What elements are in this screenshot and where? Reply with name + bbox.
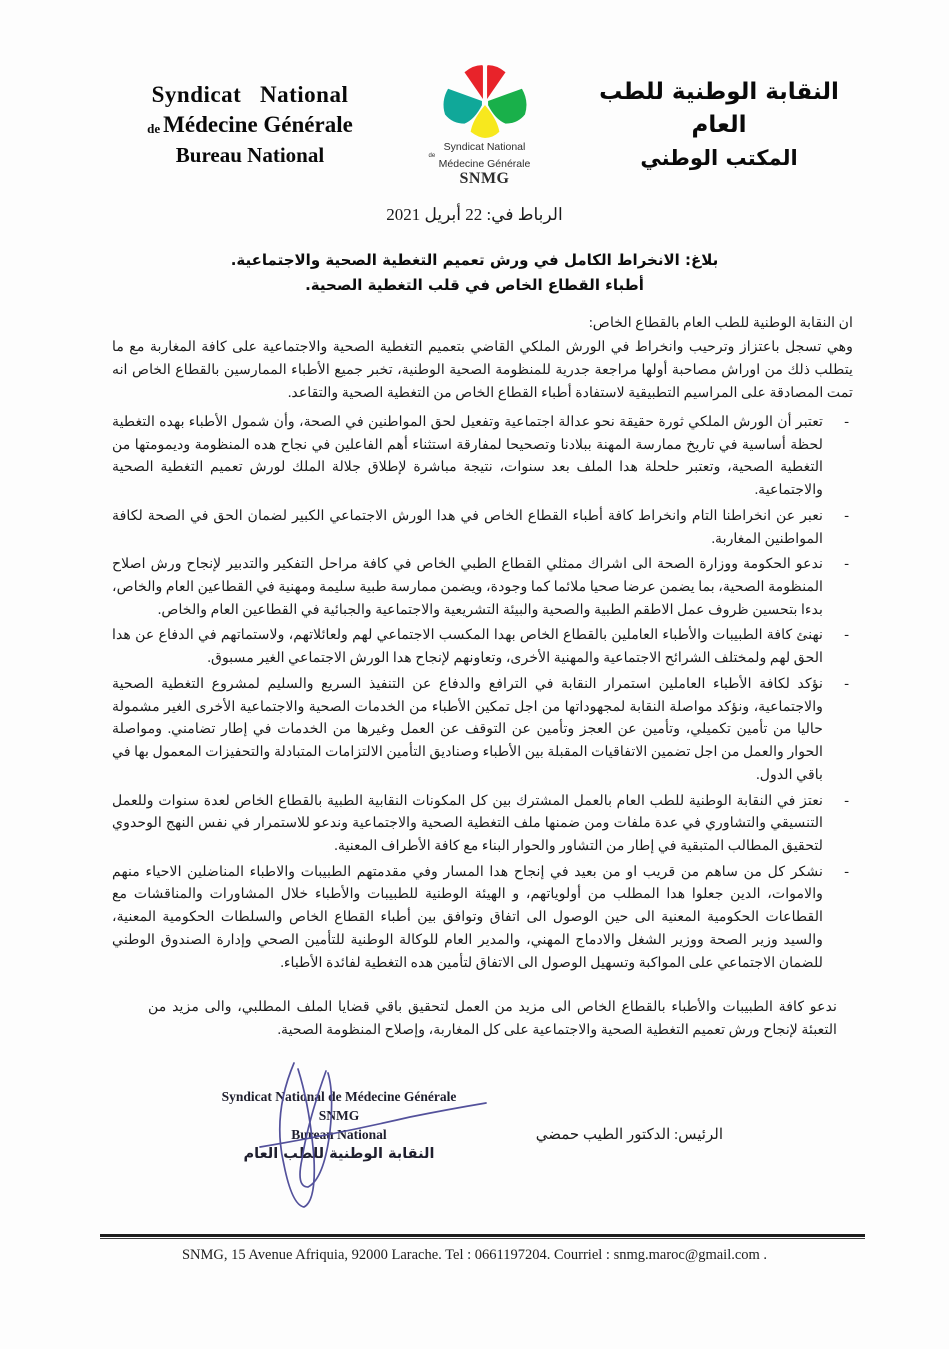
header-fr-line1: Syndicat National xyxy=(151,82,349,107)
logo-caption-line2 xyxy=(415,153,555,170)
logo-caption xyxy=(415,142,555,188)
logo-caption-line2-main: Médecine Générale xyxy=(438,158,531,171)
logo-caption-de: de xyxy=(428,153,436,160)
logo-caption-line1: Syndicat National xyxy=(443,141,526,153)
list-item: - نشكر كل من ساهم من قريب او من بعيد في إنجاح هدا المسار وفي مقدمتهم الطبيبات والاطباء المناضلين الاحياء منهم والاموات، الدين جعلوا هدا المطلب من أولوياتهم، و الهيئة الوطنية للطبيبات والأطباء خلال المشاورات والمناقشات مع القطاعات الحكومية المعنية الى حين الوصول الى اتفاق وتوافق بين أطباء القطاع الخاص والسلطات الحكومية المعنية، والسيد وزير الصحة ووزير الشغل والادماج المهني، والمدير العام للوكالة الوطنية للتأمين الصحي وإدارة الصندوق الوطني للضمان الاجتماعي على المواكبة وتسهيل الوصول الى الاتفاق لتأمين هده التغطية لفائدة الأطباء. xyxy=(112,861,831,975)
intro-line: ان النقابة الوطنية للطب العام بالقطاع الخاص: xyxy=(588,315,853,331)
document-title xyxy=(120,248,829,298)
date-line: الرباط في: 22 أبريل 2021 xyxy=(386,205,563,224)
flower-logo-icon xyxy=(433,60,537,140)
document-header xyxy=(100,58,869,188)
header-arabic-title xyxy=(569,58,869,173)
bullet-list xyxy=(112,411,853,974)
list-item: - نعبر عن انخراطنا التام وانخراط كافة أطباء القطاع الخاص في هدا الورش الاجتماعي الكبير لضمان الحق في الصحة لكافة المواطنين المغاربة. xyxy=(112,505,831,550)
header-fr-de: de xyxy=(147,121,161,137)
snmg-logo xyxy=(415,58,555,188)
title-line-1: بلاغ: الانخراط الكامل في ورش تعميم التغطية الصحية والاجتماعية. xyxy=(230,251,719,269)
title-line-2: أطباء القطاع الخاص في قلب التغطية الصحية. xyxy=(305,275,644,294)
footer-divider xyxy=(100,1234,865,1239)
list-item: - ندعو الحكومة ووزارة الصحة الى اشراك ممثلي القطاع الطبي الخاص في كافة مراحل التفكير والتدبير لإنجاح ورش اصلاح المنظومة الصحية، بما يضمن عرضا صحيا ملائما كما وجودة، ويضمن ممارسة طبية سليمة ومهنية في القطاعين العام والخاص، بدءا بتحسين ظروف عمل الاطقم الطبية والصحية والبيئة التشريعية والاجتماعية والجبائية في القطاعين العام والخاص. xyxy=(112,553,831,621)
list-item: - تعتبر أن الورش الملكي ثورة حقيقة نحو عدالة اجتماعية وتفعيل لحق المواطنين في الصحة، وأن شمول الأطباء بهده التغطية لحظة أساسية في تاريخ ممارسة المهنة ببلادنا وتصحيحا لمفارقة استثناء أهم الفاعلين في نجاح هده المنظومة وديمومتها من التغطية الصحية، وتعتبر حلحلة هدا الملف بعد سنوات، نتيجة مباشرة لإطلاق جلالة الملك لورش تعميم التغطية الصحية والاجتماعية. xyxy=(112,411,831,502)
list-item: - نؤكد لكافة الأطباء العاملين استمرار النقابة في الترافع والدفاع عن التنفيذ السريع والسليم لمشروع التغطية الصحية والاجتماعية، ونؤكد مواصلة النقابة لمجهوداتها من اجل تمكين الأطباء من الخدمات الصحية والاجتماعية الأخرى الغير مشمولة حاليا من تأمين تكميلي، وتأمين عن العجز وتأمين عن التوقف عن العمل وغيرها من الخدمات في إطار تضامني. ومواصلة الحوار والعمل من اجل تضمين الاتفاقيات المقبلة بين الأطباء وصناديق التأمين الالتزامات المتبادلة والتحفيزات المعمول بها في باقي الدول. xyxy=(112,673,831,787)
header-ar-line2: المكتب الوطني xyxy=(640,145,798,170)
official-stamp xyxy=(184,1087,494,1165)
header-ar-line1: النقابة الوطنية للطب العام xyxy=(599,79,839,139)
header-fr-line3: Bureau National xyxy=(175,142,325,167)
header-french-title xyxy=(100,58,400,170)
footer-contact: SNMG, 15 Avenue Afriquia, 92000 Larache. Tel : 0661197204. Courriel : snmg.maroc@gmail.com . xyxy=(181,1247,768,1263)
stamp-line-2: SNMG xyxy=(318,1108,360,1124)
header-fr-line2 xyxy=(100,110,400,140)
closing-paragraph: ندعو كافة الطبيبات والأطباء بالقطاع الخاص الى مزيد من العمل لتحقيق باقي قضايا الملف المطلبي، والى مزيد من التعبئة لإنجاح ورش تعميم التغطية الصحية والاجتماعية على كل المغاربة، وإصلاح المنظومة الصحية. xyxy=(148,999,837,1039)
list-item: - نعتز في النقابة الوطنية للطب العام بالعمل المشترك بين كل المكونات النقابية الطبية بالقطاع الخاص لعدة سنوات وللعمل التنسيقي والتشاوري في عدة ملفات ومن ضمنها ملف التغطية الصحية والاجتماعية وندعو للاستمرار في نفس النهج الوحدوي لتحقيق المطالب المتبقية في إطار من التشاور والحوار البناء مع كافة الأطراف المعنية. xyxy=(112,790,831,858)
stamp-line-1: Syndicat National de Médecine Générale xyxy=(221,1089,457,1104)
stamp-line-3: Bureau National xyxy=(291,1127,387,1143)
header-fr-line2-main: Médecine Générale xyxy=(163,112,353,138)
stamp-line-4: النقابة الوطنية للطب العام xyxy=(243,1146,435,1163)
list-item: - نهنئ كافة الطبيبات والأطباء العاملين بالقطاع الخاص بهدا المكسب الاجتماعي لهم ولعائلاتهم، ولاستماتهم في الدفاع عن هدا الحق لهم ولمختلف الشرائح الاجتماعية والمهنية الأخرى، وتعاونهم لإنجاح هدا الورش الاجتماعي الغير مسبوق. xyxy=(112,624,831,669)
signature-zone xyxy=(112,1055,853,1225)
document-body xyxy=(112,312,853,1042)
intro-paragraph: وهي تسجل باعتزاز وترحيب وانخراط في الورش الملكي القاضي بتعميم التغطية الصحية والاجتماعية على كافة المغاربة مع ما يتطلب ذلك من اوراش مصاحبة أولها مراجعة جدرية للمنظومة الصحية الوطنية، تخبر جميع الأطباء الممارسين بالقطاع الخاص انه تمت المصادقة على المراسيم التطبيقية لاستفادة أطباء القطاع الخاص من التغطية الصحية والتقاعد. xyxy=(112,339,853,401)
president-name: الرئيس: الدكتور الطيب حمضي xyxy=(535,1127,723,1143)
logo-acronym: SNMG xyxy=(459,170,510,188)
